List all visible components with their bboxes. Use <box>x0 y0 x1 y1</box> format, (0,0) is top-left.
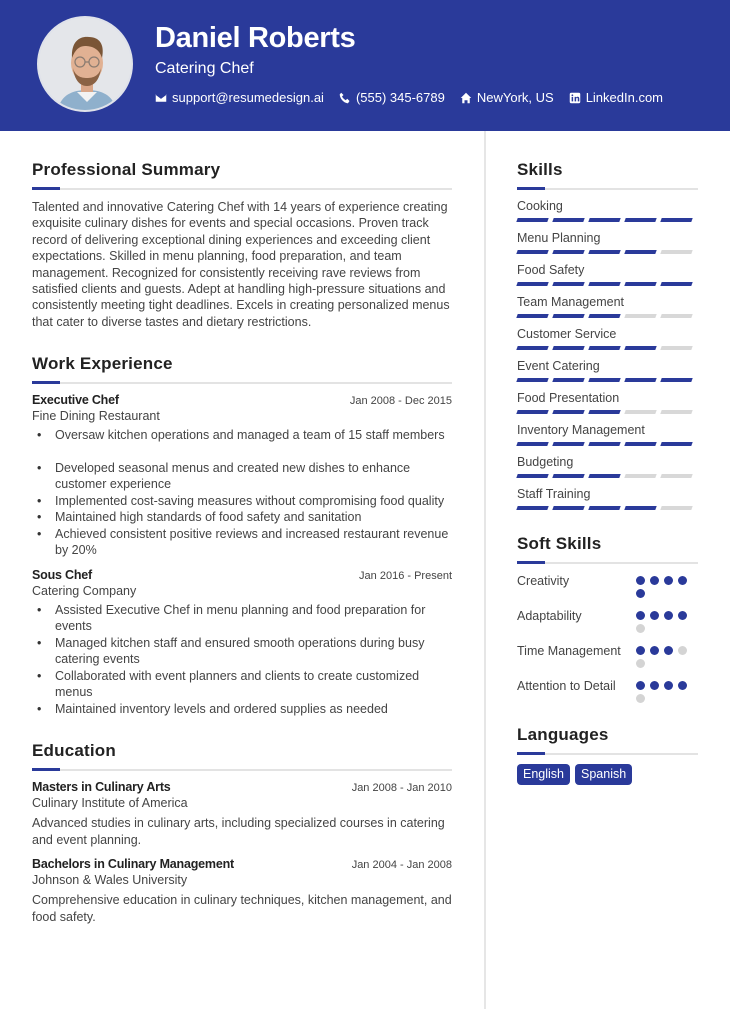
skill-label: Food Presentation <box>517 391 620 405</box>
soft-skills-list <box>517 573 698 707</box>
rating-dot <box>636 646 645 655</box>
rating-dot <box>636 659 645 668</box>
rating-dot <box>678 681 687 690</box>
education-date: Jan 2004 - Jan 2008 <box>351 859 452 872</box>
job-entry <box>32 393 452 559</box>
skill-level-segment <box>588 250 620 254</box>
soft-skill-label: Creativity <box>517 574 570 588</box>
skill-level-segment <box>660 410 692 414</box>
soft-skill-row <box>517 573 698 602</box>
rating-dot <box>636 611 645 620</box>
section-title: Soft Skills <box>517 534 602 553</box>
languages-section <box>517 725 698 785</box>
skill-level-segment <box>516 410 548 414</box>
skill-level-segment <box>624 378 656 382</box>
soft-skill-row <box>517 608 698 637</box>
soft-skill-label: Attention to Detail <box>517 679 616 693</box>
contact-phone-text: (555) 345-6789 <box>355 90 445 105</box>
rating-dot <box>650 611 659 620</box>
skill-level-segment <box>588 378 620 382</box>
skill-level-segment <box>660 250 692 254</box>
section-rule <box>32 769 452 771</box>
education-description: Advanced studies in culinary arts, including specialized courses in catering and event planning. <box>32 816 445 847</box>
skill-level-segment <box>624 314 656 318</box>
envelope-icon <box>155 92 167 104</box>
skill-level-segment <box>624 442 656 446</box>
rating-dot <box>636 589 645 598</box>
rating-dot <box>678 611 687 620</box>
skill-level-segment <box>516 474 548 478</box>
soft-skill-row <box>517 643 698 672</box>
soft-skill-rating <box>636 643 698 672</box>
rating-dot <box>636 576 645 585</box>
bullet: • Developed seasonal menus and created new dishes to enhance customer experience <box>32 460 452 493</box>
contact-email-text: support@resumedesign.ai <box>172 90 324 105</box>
skill-level-segment <box>552 282 584 286</box>
skill-level-segment <box>624 410 656 414</box>
job-role: Executive Chef <box>32 393 119 408</box>
soft-skill-rating <box>636 573 698 602</box>
skill-level-segment <box>516 506 548 510</box>
rating-dot <box>650 646 659 655</box>
skill-level-segment <box>624 346 656 350</box>
rating-dot <box>664 681 673 690</box>
education-section <box>32 741 452 925</box>
degree: Bachelors in Culinary Management <box>32 857 234 872</box>
bullet: • Assisted Executive Chef in menu planning and food preparation for events <box>32 602 452 635</box>
bullet: • Maintained inventory levels and ordered supplies as needed <box>32 701 452 718</box>
school: Johnson & Wales University <box>32 873 188 888</box>
skill-level-bar <box>517 442 698 446</box>
rating-dot <box>636 694 645 703</box>
rating-dot <box>664 611 673 620</box>
soft-skill-label: Time Management <box>517 644 621 658</box>
main-column <box>32 160 452 925</box>
skill-level-segment <box>588 314 620 318</box>
experience-section <box>32 354 452 717</box>
section-title: Languages <box>517 725 609 744</box>
education-date: Jan 2008 - Jan 2010 <box>351 782 452 795</box>
skill-level-segment <box>552 410 584 414</box>
candidate-title: Catering Chef <box>155 60 254 77</box>
rating-dot <box>678 646 687 655</box>
job-entry <box>32 568 452 718</box>
skill-level-bar <box>517 506 698 510</box>
contact-linkedin-text: LinkedIn.com <box>585 90 664 105</box>
skill-level-bar <box>517 378 698 382</box>
skill-label: Cooking <box>517 199 563 213</box>
skill-label: Budgeting <box>517 455 574 469</box>
job-role: Sous Chef <box>32 567 93 582</box>
school: Culinary Institute of America <box>32 796 188 811</box>
skill-level-bar <box>517 346 698 350</box>
section-title: Work Experience <box>32 354 173 374</box>
skill-level-segment <box>660 474 692 478</box>
job-bullets <box>32 602 452 718</box>
section-rule <box>32 188 452 190</box>
skill-level-segment <box>552 314 584 318</box>
skill-level-bar <box>517 474 698 478</box>
bullet: • Maintained high standards of food safety and sanitation <box>32 509 452 526</box>
skill-level-segment <box>624 282 656 286</box>
rating-dot <box>636 624 645 633</box>
section-title: Education <box>32 741 116 761</box>
skill-level-segment <box>624 474 656 478</box>
skill-level-bar <box>517 250 698 254</box>
bullet: • Managed kitchen staff and ensured smooth operations during busy catering events <box>32 635 452 668</box>
column-divider <box>484 131 486 1009</box>
skill-level-bar <box>517 218 698 222</box>
education-description: Comprehensive education in culinary techniques, kitchen management, and food safety. <box>32 893 452 924</box>
skill-label: Team Management <box>517 295 625 309</box>
skill-level-segment <box>516 218 548 222</box>
skill-level-segment <box>660 282 692 286</box>
skill-level-segment <box>588 506 620 510</box>
skill-level-segment <box>552 250 584 254</box>
rating-dot <box>636 681 645 690</box>
language-tag: English <box>517 764 570 785</box>
skill-label: Customer Service <box>517 327 617 341</box>
skill-level-segment <box>660 378 692 382</box>
job-bullets <box>32 427 452 559</box>
bullet: • Implemented cost-saving measures without compromising food quality <box>32 493 452 510</box>
skill-label: Food Safety <box>517 263 585 277</box>
rating-dot <box>650 576 659 585</box>
skill-level-segment <box>516 250 548 254</box>
skill-level-segment <box>552 346 584 350</box>
contact-linkedin[interactable] <box>569 90 663 105</box>
section-rule <box>32 382 452 384</box>
skill-level-segment <box>552 506 584 510</box>
rating-dot <box>650 681 659 690</box>
profile-photo <box>37 16 133 112</box>
sidebar-column <box>517 160 698 785</box>
skill-level-bar <box>517 282 698 286</box>
job-date: Jan 2008 - Dec 2015 <box>349 395 452 408</box>
soft-skill-rating <box>636 678 698 707</box>
section-title: Skills <box>517 160 563 179</box>
education-entry <box>32 780 452 848</box>
summary-section <box>32 160 452 330</box>
skill-level-bar <box>517 410 698 414</box>
skill-level-segment <box>516 282 548 286</box>
skill-level-segment <box>588 474 620 478</box>
skill-level-segment <box>552 442 584 446</box>
contact-list <box>155 90 678 105</box>
rating-dot <box>664 576 673 585</box>
skills-section <box>517 160 698 510</box>
soft-skills-section <box>517 534 698 707</box>
contact-location <box>460 90 554 105</box>
resume-header <box>0 0 730 131</box>
skills-list <box>517 199 698 510</box>
education-entry <box>32 857 452 925</box>
skill-level-segment <box>552 378 584 382</box>
contact-phone[interactable] <box>339 90 445 105</box>
skill-level-segment <box>516 378 548 382</box>
contact-email[interactable] <box>155 90 324 105</box>
degree: Masters in Culinary Arts <box>32 780 171 795</box>
skill-level-segment <box>660 218 692 222</box>
phone-icon <box>339 92 351 104</box>
section-rule <box>517 188 698 190</box>
job-date: Jan 2016 - Present <box>359 569 452 582</box>
skill-level-segment <box>552 474 584 478</box>
section-rule <box>517 753 698 755</box>
skill-level-segment <box>624 250 656 254</box>
skill-label: Event Catering <box>517 359 600 373</box>
language-list <box>517 764 698 785</box>
bullet: • Collaborated with event planners and clients to create customized menus <box>32 668 452 701</box>
skill-level-bar <box>517 314 698 318</box>
person-photo-icon <box>39 18 133 112</box>
section-title: Professional Summary <box>32 160 221 179</box>
skill-level-segment <box>624 218 656 222</box>
skill-level-segment <box>660 442 692 446</box>
home-icon <box>460 92 472 104</box>
soft-skill-rating <box>636 608 698 637</box>
skill-level-segment <box>588 442 620 446</box>
skill-level-segment <box>588 218 620 222</box>
candidate-name: Daniel Roberts <box>155 22 356 54</box>
skill-level-segment <box>588 410 620 414</box>
skill-level-segment <box>660 506 692 510</box>
rating-dot <box>664 646 673 655</box>
rating-dot <box>678 576 687 585</box>
skill-level-segment <box>624 506 656 510</box>
skill-level-segment <box>516 314 548 318</box>
skill-level-segment <box>660 346 692 350</box>
bullet: • Achieved consistent positive reviews and increased restaurant revenue by 20% <box>32 526 452 559</box>
skill-level-segment <box>588 282 620 286</box>
soft-skill-row <box>517 678 698 707</box>
skill-level-segment <box>516 442 548 446</box>
skill-level-segment <box>588 346 620 350</box>
job-org: Fine Dining Restaurant <box>32 409 160 424</box>
section-rule <box>517 562 698 564</box>
language-tag: Spanish <box>575 764 632 785</box>
bullet: • Oversaw kitchen operations and managed a team of 15 staff members <box>32 427 452 444</box>
linkedin-icon <box>569 92 581 104</box>
skill-label: Inventory Management <box>517 423 645 437</box>
skill-level-segment <box>660 314 692 318</box>
skill-label: Menu Planning <box>517 231 601 245</box>
contact-location-text: NewYork, US <box>476 90 554 105</box>
skill-level-segment <box>516 346 548 350</box>
skill-level-segment <box>552 218 584 222</box>
skill-label: Staff Training <box>517 487 591 501</box>
summary-text: Talented and innovative Catering Chef with 14 years of experience creating exquisite culinary dishes for events and special occasions. Proven track record of delivering exceptional dining experiences and exceeding client expectations. Skilled in menu planning, food preparation, and team management. Recognized for consistently receiving rave reviews from satisfied clients and guests. Adept at handling high-pressure situations and consistently meeting tight deadlines. Excels in creating personalized menus that cater to diverse tastes and dietary restrictions. <box>32 200 450 329</box>
job-org: Catering Company <box>32 583 137 598</box>
soft-skill-label: Adaptability <box>517 609 582 623</box>
